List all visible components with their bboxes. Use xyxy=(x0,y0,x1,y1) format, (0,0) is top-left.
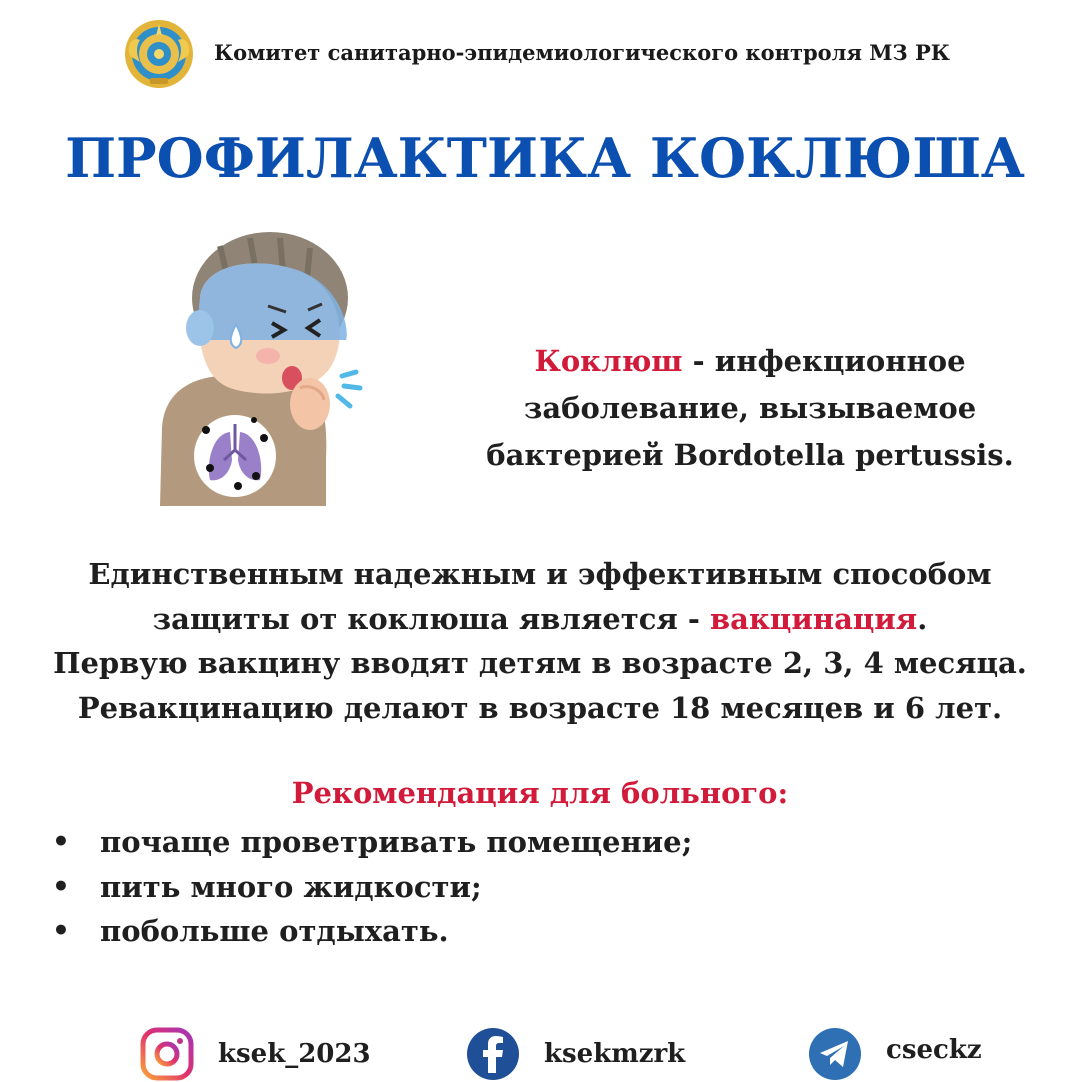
main-line4: Ревакцинацию делают в возрасте 18 месяцев и 6 лет. xyxy=(77,690,1003,725)
facebook-icon[interactable] xyxy=(466,1027,520,1081)
list-item xyxy=(52,909,692,954)
social-instagram[interactable] xyxy=(140,1026,371,1082)
definition-line1: - инфекционное xyxy=(682,344,966,378)
list-item xyxy=(52,820,692,865)
state-emblem-icon xyxy=(122,16,196,92)
organization-name: Комитет санитарно-эпидемиологического контроля МЗ РК xyxy=(214,40,950,65)
main-line2-suffix: . xyxy=(917,601,928,636)
main-line3: Первую вакцину вводят детям в возрасте 2, 3, 4 месяца. xyxy=(53,646,1027,680)
list-item xyxy=(52,865,692,910)
recommendations-list xyxy=(52,820,692,954)
recommendation-text: почаще проветривать помещение; xyxy=(100,825,693,859)
recommendation-text: пить много жидкости; xyxy=(100,869,482,904)
page-title: ПРОФИЛАКТИКА КОКЛЮША xyxy=(65,126,1025,190)
telegram-handle[interactable]: cseckz xyxy=(886,1035,982,1065)
social-telegram[interactable] xyxy=(808,1026,982,1082)
telegram-icon[interactable] xyxy=(808,1027,862,1081)
bullet-icon: • xyxy=(52,869,70,903)
instagram-handle[interactable]: ksek_2023 xyxy=(218,1039,371,1069)
recommendation-text: побольше отдыхать. xyxy=(100,914,449,948)
social-facebook[interactable] xyxy=(466,1026,685,1082)
coughing-boy-illustration xyxy=(150,228,370,513)
definition-text xyxy=(470,338,1030,479)
main-line1: Единственным надежным и эффективным способом xyxy=(88,557,992,591)
definition-term: Коклюш xyxy=(534,344,683,378)
main-line2-prefix: защиты от коклюша является - xyxy=(152,601,711,636)
definition-line3: бактерией Bordotella pertussis. xyxy=(486,438,1014,472)
recommendations-title: Рекомендация для больного: xyxy=(291,776,789,810)
vaccination-highlight: вакцинация xyxy=(710,601,918,636)
facebook-handle[interactable]: ksekmzrk xyxy=(544,1039,686,1069)
bullet-icon: • xyxy=(52,914,70,947)
definition-line2: заболевание, вызываемое xyxy=(523,391,977,425)
main-paragraph xyxy=(0,552,1080,730)
instagram-icon[interactable] xyxy=(140,1027,194,1081)
bullet-icon: • xyxy=(52,825,70,858)
